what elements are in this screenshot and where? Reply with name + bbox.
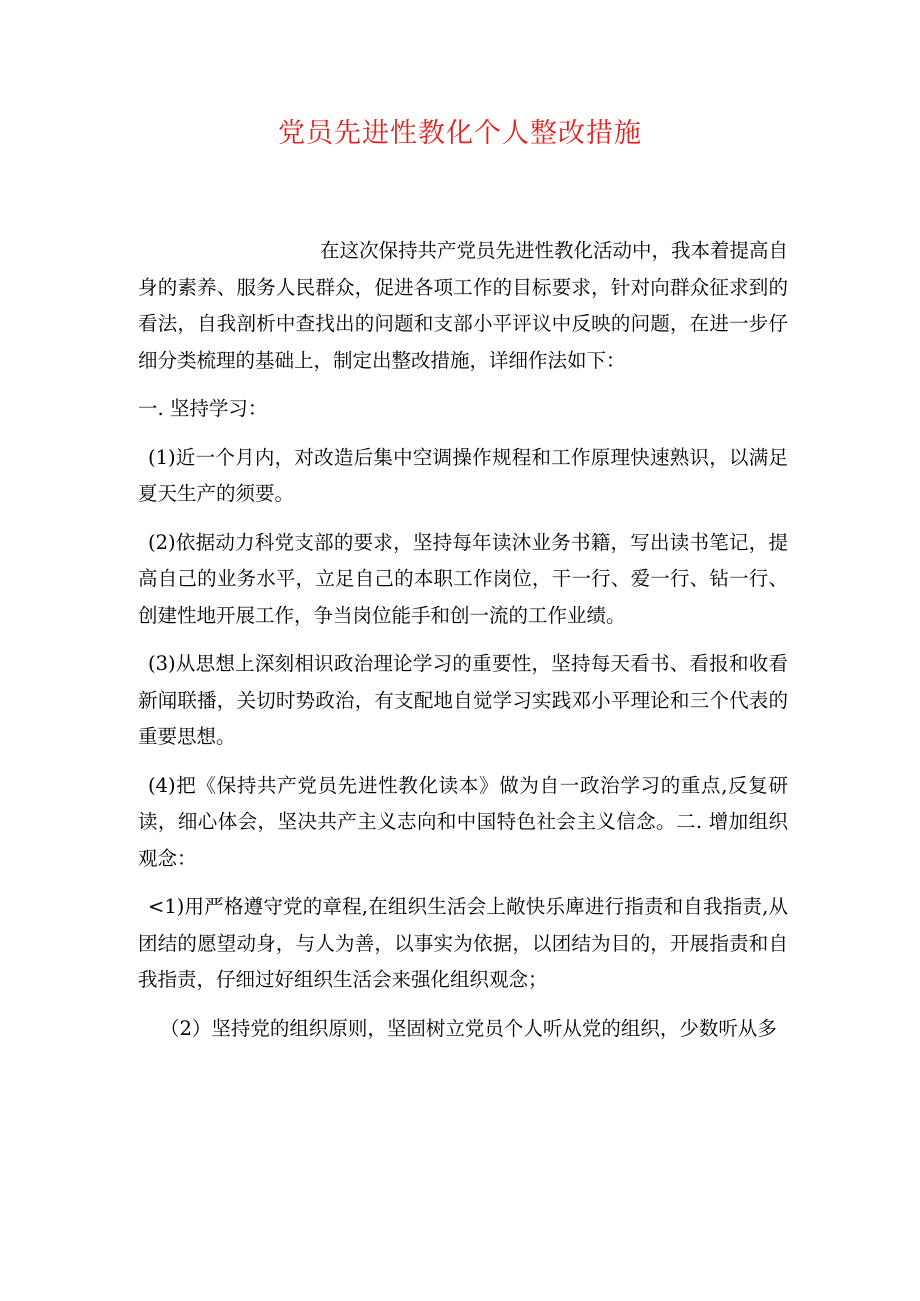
paragraph-intro: 在这次保持共产党员先进性教化活动中，我本着提高自身的素养、服务人民群众，促进各项工作的目标要求，针对向群众征求到的看法，自我剖析中查找出的问题和支部小平评议中反映的问题，在进一步仔细分类梳理的基础上，制定出整改措施，详细作法如下： — [138, 239, 789, 372]
paragraph-item-1: (1)近一个月内，对改造后集中空调操作规程和工作原理快速熟识，以满足夏天生产的须要。 — [138, 445, 788, 505]
paragraph-item-2: (2)依据动力科党支部的要求，坚持每年读沐业务书籍，写出读书笔记，提高自己的业务水平，立足自己的本职工作岗位，干一行、爱一行、钻一行、创建性地开展工作，争当岗位能手和创一流的工作业绩。 — [138, 530, 788, 627]
paragraph-item-3: (3)从思想上深刻相识政治理论学习的重要性，坚持每天看书、看报和收看新闻联播，关切时势政治，有支配地自觉学习实践邓小平理论和三个代表的重要思想。 — [138, 652, 788, 748]
paragraph-item-4: (4)把《保持共产党员先进性教化读本》做为自一政治学习的重点,反复研读，细心体会，坚决共产主义志向和中国特色社会主义信念。二. 增加组织观念： — [138, 773, 788, 870]
document-title: 党员先进性教化个人整改措施 — [278, 118, 642, 149]
section-heading-study: 一. 坚持学习： — [138, 397, 268, 420]
paragraph-item-6: （2）坚持党的组织原则，坚固树立党员个人听从党的组织，少数听从多 — [160, 1016, 777, 1040]
document-body — [138, 233, 788, 1059]
paragraph-item-5: <1)用严格遵守党的章程,在组织生活会上敞快乐庳进行指责和自我指责,从团结的愿望动身，与人为善，以事实为依据，以团结为目的，开展指责和自我指责，仔细过好组织生活会来强化组织观念； — [138, 895, 788, 991]
